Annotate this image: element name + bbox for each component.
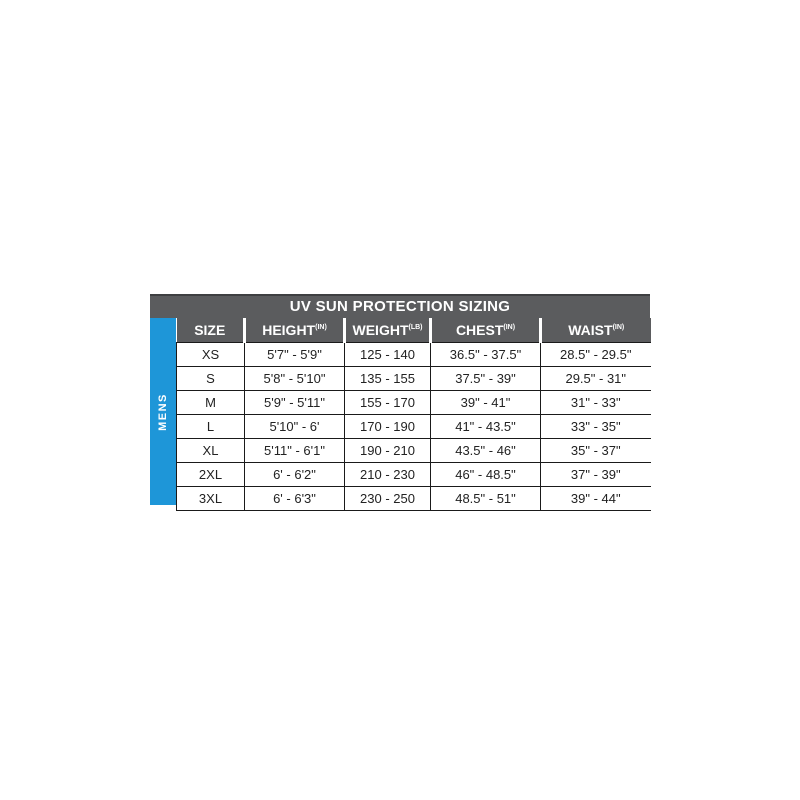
header-unit: (IN) xyxy=(503,324,516,331)
cell-chest: 41" - 43.5" xyxy=(431,415,541,439)
table-row xyxy=(177,439,651,463)
header-label: WAIST xyxy=(568,322,613,338)
table-row xyxy=(177,487,651,511)
cell-size: L xyxy=(177,415,245,439)
cell-chest: 43.5" - 46" xyxy=(431,439,541,463)
header-unit: (LB) xyxy=(408,324,423,331)
table-row xyxy=(177,415,651,439)
side-label: MENS xyxy=(157,393,169,431)
header-height xyxy=(245,318,345,343)
table-row xyxy=(177,463,651,487)
table-row xyxy=(177,367,651,391)
header-unit: (IN) xyxy=(612,324,625,331)
cell-height: 5'7" - 5'9" xyxy=(245,343,345,367)
header-label: SIZE xyxy=(194,322,226,338)
header-label: WEIGHT xyxy=(352,322,409,338)
table-row xyxy=(177,391,651,415)
cell-size: 3XL xyxy=(177,487,245,511)
cell-weight: 125 - 140 xyxy=(345,343,431,367)
cell-weight: 230 - 250 xyxy=(345,487,431,511)
cell-chest: 39" - 41" xyxy=(431,391,541,415)
cell-size: M xyxy=(177,391,245,415)
cell-weight: 170 - 190 xyxy=(345,415,431,439)
cell-waist: 28.5" - 29.5" xyxy=(541,343,651,367)
cell-size: 2XL xyxy=(177,463,245,487)
header-unit: (IN) xyxy=(315,324,327,331)
header-row xyxy=(177,318,651,343)
table-row xyxy=(177,343,651,367)
cell-height: 6' - 6'3" xyxy=(245,487,345,511)
cell-height: 5'10" - 6' xyxy=(245,415,345,439)
cell-height: 5'11" - 6'1" xyxy=(245,439,345,463)
header-weight xyxy=(345,318,431,343)
cell-size: XS xyxy=(177,343,245,367)
chart-title: UV SUN PROTECTION SIZING xyxy=(150,294,650,318)
cell-weight: 155 - 170 xyxy=(345,391,431,415)
header-waist xyxy=(541,318,651,343)
cell-weight: 135 - 155 xyxy=(345,367,431,391)
side-band xyxy=(150,318,176,505)
cell-height: 5'8" - 5'10" xyxy=(245,367,345,391)
header-label: CHEST xyxy=(455,322,504,338)
cell-height: 6' - 6'2" xyxy=(245,463,345,487)
cell-chest: 46" - 48.5" xyxy=(431,463,541,487)
header-size xyxy=(177,318,245,343)
cell-waist: 35" - 37" xyxy=(541,439,651,463)
cell-chest: 48.5" - 51" xyxy=(431,487,541,511)
cell-chest: 37.5" - 39" xyxy=(431,367,541,391)
cell-height: 5'9" - 5'11" xyxy=(245,391,345,415)
cell-waist: 39" - 44" xyxy=(541,487,651,511)
size-chart xyxy=(150,294,650,505)
header-label: HEIGHT xyxy=(262,322,316,338)
header-chest xyxy=(431,318,541,343)
cell-chest: 36.5" - 37.5" xyxy=(431,343,541,367)
cell-weight: 190 - 210 xyxy=(345,439,431,463)
cell-waist: 29.5" - 31" xyxy=(541,367,651,391)
cell-size: S xyxy=(177,367,245,391)
cell-waist: 37" - 39" xyxy=(541,463,651,487)
cell-waist: 31" - 33" xyxy=(541,391,651,415)
size-table xyxy=(176,318,651,511)
cell-waist: 33" - 35" xyxy=(541,415,651,439)
cell-size: XL xyxy=(177,439,245,463)
cell-weight: 210 - 230 xyxy=(345,463,431,487)
